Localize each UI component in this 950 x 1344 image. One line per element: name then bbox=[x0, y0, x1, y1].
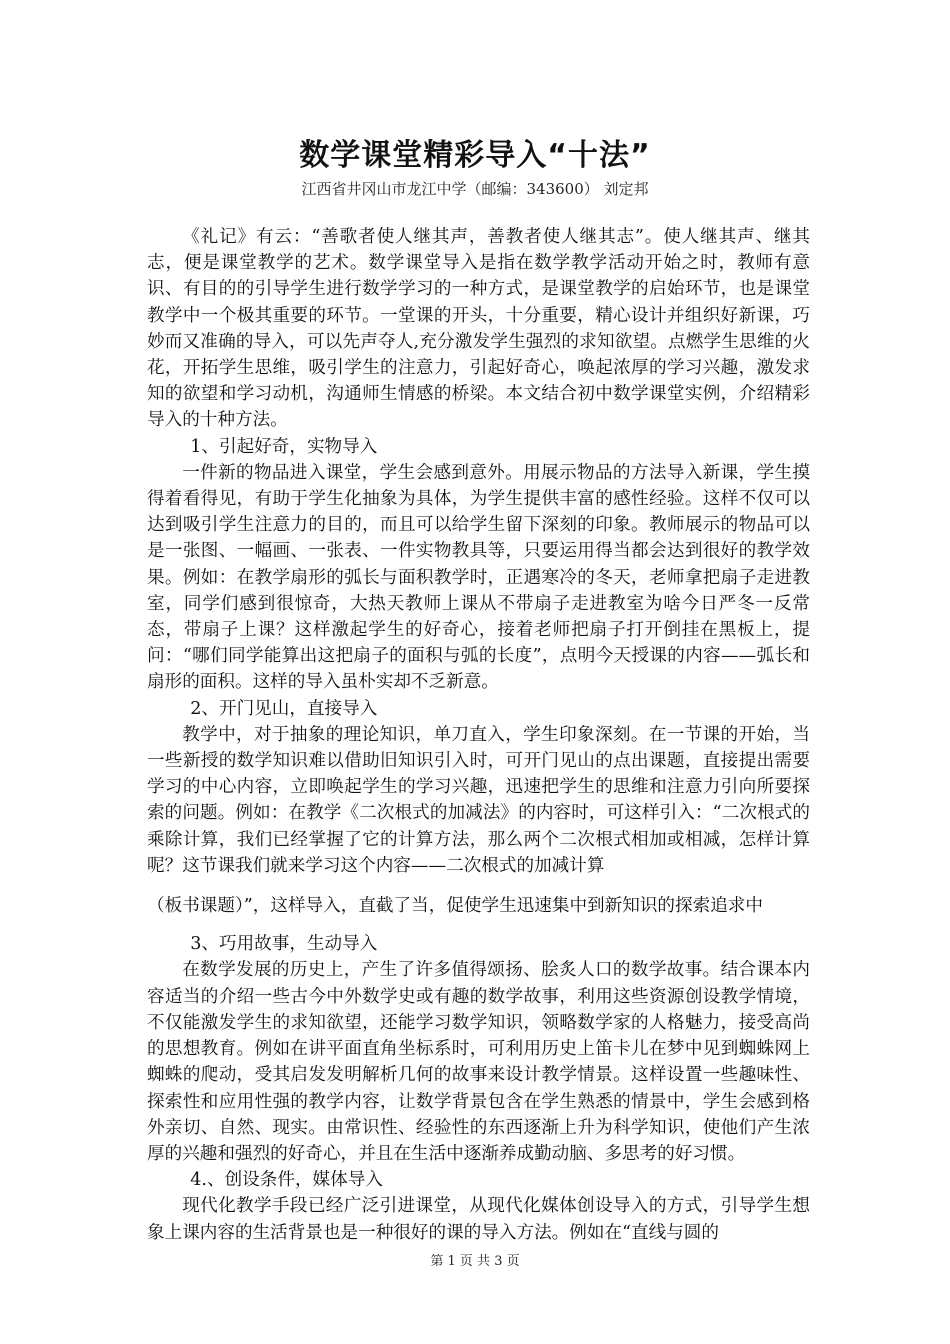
document-body bbox=[147, 224, 810, 1246]
paragraph-section-3: 在数学发展的历史上，产生了许多值得颂扬、脍炙人口的数学故事。结合课本内容适当的介绍一些古今中外数学史或有趣的数学故事，利用这些资源创设教学情境，不仅能激发学生的求知欲望，还能学习数学知识，领略数学家的人格魅力，接受高尚的思想教育。例如在讲平面直角坐标系时，可利用历史上笛卡儿在梦中见到蜘蛛网上蜘蛛的爬动，受其启发发明解析几何的故事来设计教学情景。这样设置一些趣味性、探索性和应用性强的教学内容，让数学背景包含在学生熟悉的情景中，学生会感到格外亲切、自然、现实。由常识性、经验性的东西逐渐上升为科学知识，使他们产生浓厚的兴趣和强烈的好奇心，并且在生活中逐渐养成勤动脑、多思考的好习惯。 bbox=[147, 960, 810, 1164]
section-heading-1: 1、引起好奇，实物导入 bbox=[190, 436, 378, 457]
paragraph-section-1: 一件新的物品进入课堂，学生会感到意外。用展示物品的方法导入新课，学生摸得着看得见，有助于学生化抽象为具体，为学生提供丰富的感性经验。这样不仅可以达到吸引学生注意力的目的，而且可以给学生留下深刻的印象。教师展示的物品可以是一张图、一幅画、一张表、一件实物教具等，只要运用得当都会达到很好的教学效果。例如：在教学扇形的弧长与面积教学时，正遇寒冷的冬天，老师拿把扇子走进教室，同学们感到很惊奇，大热天教师上课从不带扇子走进教室为啥今日严冬一反常态，带扇子上课？这样激起学生的好奇心，接着老师把扇子打开倒挂在黑板上，提问：“哪们同学能算出这把扇子的面积与弧的长度”，点明今天授课的内容——弧长和扇形的面积。这样的导入虽朴实却不乏新意。 bbox=[147, 462, 810, 693]
paragraph-section-4: 现代化教学手段已经广泛引进课堂，从现代化媒体创设导入的方式，引导学生想象上课内容的生活背景也是一种很好的课的导入方法。例如在“直线与圆的 bbox=[147, 1196, 810, 1243]
section-heading-3: 3、巧用故事，生动导入 bbox=[190, 934, 378, 955]
document-title: 数学课堂精彩导入“十法” bbox=[299, 138, 651, 173]
paragraph-intro: 《礼记》有云：“善歌者使人继其声，善教者使人继其志”。使人继其声、继其志，便是课堂教学的艺术。数学课堂导入是指在数学教学活动开始之时，教师有意识、有目的的引导学生进行数学学习的一种方式，是课堂教学的启始环节，也是课堂教学中一个极其重要的环节。一堂课的开头，十分重要，精心设计并组织好新课，巧妙而又准确的导入，可以先声夺人,充分激发学生强烈的求知欲望。点燃学生思维的火花，开拓学生思维，吸引学生的注意力，引起好奇心，唤起浓厚的学习兴趣，激发求知的欲望和学习动机，沟通师生情感的桥梁。本文结合初中数学课堂实例，介绍精彩导入的十种方法。 bbox=[147, 227, 810, 431]
section-heading-2: 2、开门见山，直接导入 bbox=[190, 698, 378, 719]
paragraph-section-2-continued: （板书课题）”，这样导入，直截了当，促使学生迅速集中到新知识的探索追求中 bbox=[147, 896, 763, 917]
page-footer: 第 1 页 共 3 页 bbox=[430, 1254, 520, 1269]
paragraph-section-2: 教学中，对于抽象的理论知识，单刀直入，学生印象深刻。在一节课的开始，当一些新授的数学知识难以借助旧知识引入时，可开门见山的点出课题，直接提出需要学习的中心内容，立即唤起学生的学习兴趣，迅速把学生的思维和注意力引向所要探索的问题。例如：在教学《二次根式的加减法》的内容时，可这样引入：“二次根式的乘除计算，我们已经掌握了它的计算方法，那么两个二次根式相加或相减，怎样计算呢？这节课我们就来学习这个内容——二次根式的加减计算 bbox=[147, 724, 810, 876]
author-byline: 江西省井冈山市龙江中学（邮编：343600） 刘定邦 bbox=[301, 180, 649, 198]
section-heading-4: 4.、创设条件，媒体导入 bbox=[190, 1170, 383, 1191]
